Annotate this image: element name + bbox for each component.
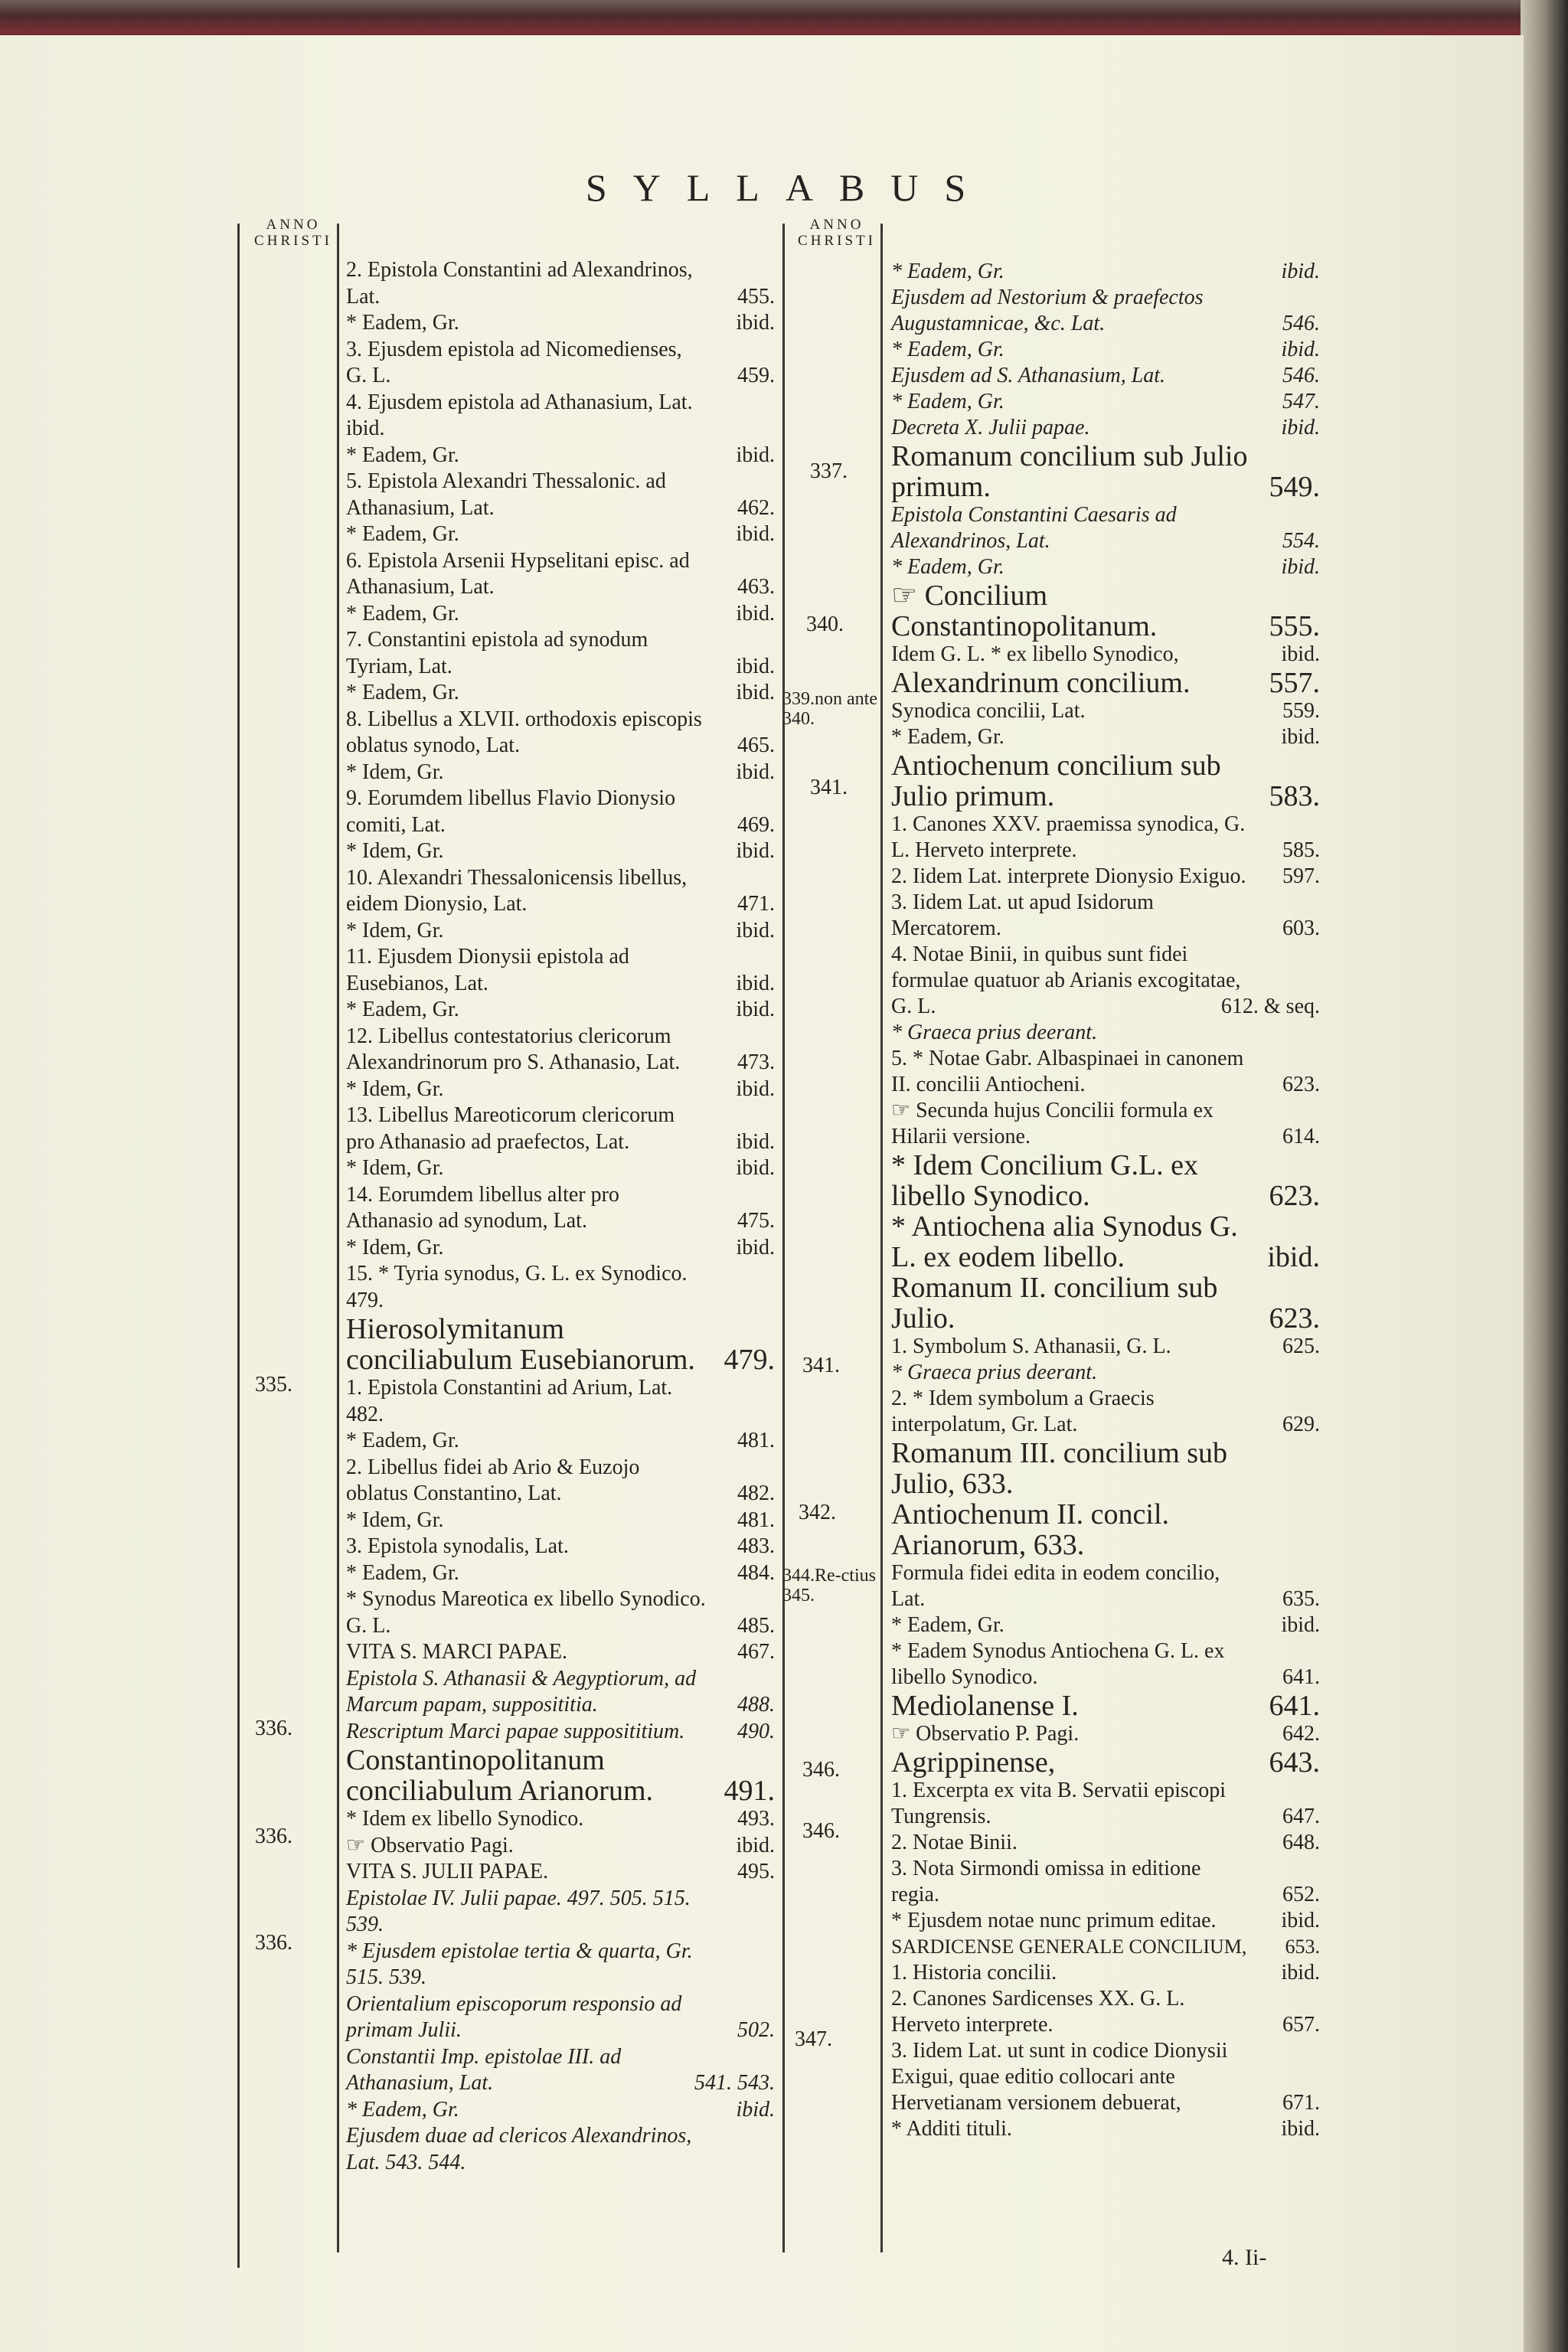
entry-title: 5. Epistola Alexandri Thessalonic. ad Athanasium, Lat. <box>346 469 666 520</box>
syllabus-entry <box>891 1856 1320 1908</box>
syllabus-entry <box>891 1934 1320 1960</box>
entry-title: * Eadem, Gr. <box>346 998 459 1021</box>
entry-page-ref: ibid. <box>736 601 775 626</box>
syllabus-entry <box>346 548 775 601</box>
page-title: SYLLABUS <box>585 166 992 209</box>
syllabus-entry <box>346 1076 775 1103</box>
syllabus-entry <box>891 580 1320 642</box>
left-column <box>346 257 775 2176</box>
syllabus-entry <box>891 415 1320 441</box>
syllabus-entry <box>346 310 775 337</box>
entry-page-ref: ibid. <box>1281 416 1320 439</box>
entry-title: Epistolae IV. Julii papae. 497. 505. 515. 539. <box>346 1886 691 1936</box>
syllabus-entry <box>346 944 775 997</box>
syllabus-entry <box>346 838 775 865</box>
entry-title: * Idem, Gr. <box>346 1076 444 1101</box>
entry-title: * Eadem, Gr. <box>346 601 459 626</box>
syllabus-entry <box>346 1639 775 1666</box>
year-337: 337. <box>810 459 848 483</box>
entry-title: * Eadem, Gr. <box>346 522 459 546</box>
entry-title: * Idem Concilium G.L. ex libello Synodico. <box>891 1149 1199 1212</box>
entry-title: 2. Epistola Constantini ad Alexandrinos, Lat. <box>346 258 693 309</box>
syllabus-entry <box>346 627 775 680</box>
entry-page-ref: ibid. <box>1281 555 1320 579</box>
entry-title: ☞ Concilium Constantinopolitanum. <box>891 580 1158 642</box>
entry-title: Ejusdem ad Nestorium & praefectos Augustamnicae, &c. Lat. <box>891 286 1204 335</box>
entry-title: 5. * Notae Gabr. Albaspinaei in canonem II. concilii Antiocheni. <box>891 1047 1244 1096</box>
entry-title: VITA S. JULII PAPAE. <box>346 1860 549 1883</box>
syllabus-entry <box>346 1314 775 1375</box>
entry-title: Ejusdem duae ad clericos Alexandrinos, Lat. 543. 544. <box>346 2124 692 2174</box>
syllabus-entry <box>346 918 775 945</box>
entry-page-ref: 614. <box>1282 1125 1320 1148</box>
entry-title: * Eadem, Gr. <box>891 338 1004 361</box>
syllabus-entry <box>891 259 1320 285</box>
entry-title: ☞ Observatio P. Pagi. <box>891 1722 1080 1746</box>
entry-page-ref: 635. <box>1282 1587 1320 1611</box>
syllabus-entry <box>346 1235 775 1262</box>
syllabus-entry <box>891 1211 1320 1272</box>
entry-page-ref: ibid. <box>736 1129 775 1154</box>
syllabus-entry <box>346 1859 775 1886</box>
entry-title: * Antiochena alia Synodus G. L. ex eodem libello. <box>891 1210 1238 1273</box>
syllabus-entry <box>891 1438 1320 1499</box>
syllabus-entry <box>346 786 775 838</box>
syllabus-entry <box>346 1806 775 1833</box>
entry-page-ref: ibid. <box>736 1833 775 1857</box>
entry-page-ref: 469. <box>737 812 775 837</box>
syllabus-entry <box>346 1666 775 1719</box>
year-344-rectius-345: 344.Re-ctius 345. <box>782 1566 876 1606</box>
entry-title: Antiochenum II. concil. Arianorum, 633. <box>891 1498 1170 1561</box>
entry-title: 2. Canones Sardicenses XX. G. L. Herveto interprete. <box>891 1987 1185 2037</box>
entry-title: * Eadem, Gr. <box>346 681 459 704</box>
entry-title: 2. Iidem Lat. interprete Dionysio Exiguo. <box>891 864 1246 888</box>
entry-title: 15. * Tyria synodus, G. L. ex Synodico. 479. <box>346 1262 688 1312</box>
entry-title: Idem G. L. * ex libello Synodico, <box>891 642 1179 666</box>
entry-page-ref: 479. <box>724 1344 775 1376</box>
entry-title: 7. Constantini epistola ad synodum Tyriam, Lat. <box>346 628 648 678</box>
year-340: 340. <box>806 612 844 636</box>
entry-page-ref: ibid. <box>736 2097 775 2122</box>
syllabus-entry <box>891 441 1320 502</box>
entry-page-ref: 623. <box>1282 1073 1320 1096</box>
syllabus-entry <box>346 760 775 786</box>
entry-page-ref: 641. <box>1282 1665 1320 1689</box>
entry-page-ref: ibid. <box>1267 1241 1320 1273</box>
syllabus-entry <box>891 1721 1320 1747</box>
entry-page-ref: ibid. <box>736 654 775 678</box>
year-336-b: 336. <box>255 1824 292 1848</box>
entry-page-ref: 559. <box>1282 699 1320 723</box>
anno-word: ANNO <box>809 217 864 233</box>
syllabus-entry <box>346 1455 775 1508</box>
entry-title: 3. Iidem Lat. ut apud Isidorum Mercatorem. <box>891 890 1154 940</box>
entry-page-ref: 629. <box>1282 1413 1320 1436</box>
entry-title: 11. Ejusdem Dionysii epistola ad Eusebianos, Lat. <box>346 945 629 995</box>
entry-page-ref: 641. <box>1269 1690 1320 1722</box>
entry-title: * Idem, Gr. <box>346 1508 444 1532</box>
entry-page-ref: 625. <box>1282 1334 1320 1358</box>
entry-title: Constantii Imp. epistolae III. ad Athanasium, Lat. <box>346 2044 622 2095</box>
syllabus-entry <box>346 521 775 548</box>
year-342: 342. <box>799 1501 836 1524</box>
syllabus-entry <box>346 257 775 310</box>
syllabus-entry <box>346 997 775 1024</box>
entry-title: * Eadem, Gr. <box>891 260 1004 283</box>
entry-page-ref: 549. <box>1269 471 1320 503</box>
entry-page-ref: ibid. <box>736 918 775 942</box>
syllabus-entry <box>346 1102 775 1155</box>
entry-title: * Eadem, Gr. <box>891 390 1004 413</box>
syllabus-entry <box>891 2116 1320 2142</box>
entry-title: Orientalium episcoporum responsio ad primam Julii. <box>346 1991 682 2042</box>
syllabus-entry <box>891 1499 1320 1560</box>
entry-page-ref: 647. <box>1282 1805 1320 1828</box>
syllabus-entry <box>346 1586 775 1639</box>
entry-title: 8. Libellus a XLVII. orthodoxis episcopis oblatus synodo, Lat. <box>346 707 702 757</box>
entry-title: * Eadem, Gr. <box>346 1429 459 1452</box>
syllabus-entry <box>346 1182 775 1235</box>
entry-title: 3. Ejusdem epistola ad Nicomedienses, G. L. <box>346 337 682 387</box>
entry-page-ref: 481. <box>737 1508 775 1532</box>
syllabus-entry <box>346 1534 775 1560</box>
syllabus-entry <box>346 1833 775 1860</box>
entry-title: * Idem, Gr. <box>346 760 444 784</box>
syllabus-entry <box>891 502 1320 554</box>
entry-title: Rescriptum Marci papae supposititium. <box>346 1719 685 1743</box>
entry-page-ref: 475. <box>737 1209 775 1233</box>
syllabus-entry <box>891 942 1320 1020</box>
entry-page-ref: 547. <box>1282 390 1320 413</box>
entry-page-ref: ibid. <box>736 760 775 784</box>
syllabus-entry <box>891 389 1320 415</box>
entry-page-ref: ibid. <box>736 311 775 335</box>
entry-title: Ejusdem ad S. Athanasium, Lat. <box>891 364 1166 387</box>
entry-title: * Eadem, Gr. <box>346 443 459 467</box>
entry-title: ☞ Observatio Pagi. <box>346 1833 514 1857</box>
entry-page-ref: 462. <box>737 495 775 520</box>
syllabus-entry <box>891 337 1320 363</box>
entry-title: * Ejusdem notae nunc primum editae. <box>891 1909 1217 1932</box>
entry-title: Agrippinense, <box>891 1746 1056 1779</box>
entry-title: 9. Eorumdem libellus Flavio Dionysio comiti, Lat. <box>346 786 676 837</box>
year-346-b: 346. <box>802 1819 840 1843</box>
entry-page-ref: 555. <box>1269 610 1320 642</box>
entry-title: * Eadem, Gr. <box>891 555 1004 579</box>
syllabus-entry <box>346 2123 775 2176</box>
entry-page-ref: ibid. <box>1281 1961 1320 1984</box>
entry-page-ref: 623. <box>1269 1302 1320 1334</box>
syllabus-entry <box>346 337 775 390</box>
entry-page-ref: 643. <box>1269 1746 1320 1779</box>
entry-title: Romanum concilium sub Julio primum. <box>891 440 1248 503</box>
entry-page-ref: 467. <box>737 1640 775 1664</box>
left-margin-rule <box>237 224 240 2268</box>
entry-title: Epistola S. Athanasii & Aegyptiorum, ad Marcum papam, supposititia. <box>346 1666 697 1717</box>
entry-page-ref: ibid. <box>736 1076 775 1101</box>
syllabus-entry <box>346 865 775 918</box>
syllabus-entry <box>891 1360 1320 1386</box>
syllabus-entry <box>346 1991 775 2044</box>
entry-title: 1. Canones XXV. praemissa synodica, G. L. Herveto interprete. <box>891 812 1246 862</box>
entry-page-ref: 502. <box>737 2018 775 2042</box>
entry-page-ref: ibid. <box>1281 2117 1320 2141</box>
entry-page-ref: 554. <box>1282 529 1320 553</box>
syllabus-entry <box>346 1155 775 1182</box>
entry-title: * Ejusdem epistolae tertia & quarta, Gr. 515. 539. <box>346 1939 693 1989</box>
entry-title: 2. Notae Binii. <box>891 1831 1018 1854</box>
year-347: 347. <box>795 2027 832 2051</box>
entry-page-ref: 653. <box>1285 1936 1320 1958</box>
syllabus-entry <box>346 390 775 443</box>
syllabus-entry <box>891 1830 1320 1856</box>
entry-page-ref: 495. <box>737 1860 775 1883</box>
entry-page-ref: 652. <box>1282 1883 1320 1906</box>
book-cover-top <box>0 0 1568 40</box>
syllabus-entry <box>891 1334 1320 1360</box>
anno-label-left <box>243 217 343 249</box>
book-cover-edge <box>1521 0 1568 2352</box>
entry-page-ref: 623. <box>1269 1180 1320 1212</box>
syllabus-entry <box>891 1150 1320 1211</box>
syllabus-entry <box>346 1745 775 1806</box>
entry-title: Antiochenum concilium sub Julio primum. <box>891 750 1221 812</box>
syllabus-entry <box>891 285 1320 337</box>
syllabus-entry <box>891 1638 1320 1690</box>
syllabus-entry <box>891 1098 1320 1150</box>
entry-page-ref: ibid. <box>736 522 775 546</box>
entry-title: Hierosolymitanum conciliabulum Eusebianorum. <box>346 1313 695 1376</box>
entry-page-ref: 455. <box>737 284 775 309</box>
entry-title: Decreta X. Julii papae. <box>891 416 1090 439</box>
entry-title: Romanum II. concilium sub Julio. <box>891 1272 1218 1334</box>
entry-title: 4. Notae Binii, in quibus sunt fidei formulae quatuor ab Arianis excogitatae, G. L. <box>891 942 1241 1018</box>
entry-page-ref: 657. <box>1282 2013 1320 2037</box>
year-336-c: 336. <box>255 1931 292 1955</box>
syllabus-entry <box>891 1778 1320 1830</box>
entry-page-ref: ibid. <box>736 839 775 863</box>
entry-page-ref: 459. <box>737 364 775 387</box>
entry-page-ref: 473. <box>737 1050 775 1074</box>
entry-page-ref: 597. <box>1282 864 1320 888</box>
entry-page-ref: ibid. <box>736 681 775 704</box>
center-rule-b <box>880 224 883 2252</box>
entry-title: 12. Libellus contestatorius clericorum Alexandrinorum pro S. Athanasio, Lat. <box>346 1024 681 1074</box>
syllabus-entry <box>891 1690 1320 1721</box>
entry-page-ref: 463. <box>737 575 775 599</box>
entry-page-ref: ibid. <box>1281 642 1320 666</box>
year-341-b: 341. <box>802 1354 840 1377</box>
entry-title: 3. Iidem Lat. ut sunt in codice Dionysii Exigui, quae editio collocari ante Hervetianam versionem debuerat, <box>891 2039 1228 2115</box>
syllabus-entry <box>891 2038 1320 2116</box>
entry-title: * Idem ex libello Synodico. <box>346 1807 584 1831</box>
entry-page-ref: 546. <box>1282 312 1320 335</box>
entry-title: * Synodus Mareotica ex libello Synodico. G. L. <box>346 1587 706 1638</box>
entry-title: 4. Ejusdem epistola ad Athanasium, Lat. ibid. <box>346 390 693 440</box>
entry-title: 13. Libellus Mareoticorum clericorum pro Athanasio ad praefectos, Lat. <box>346 1103 675 1154</box>
syllabus-entry <box>346 1508 775 1534</box>
anno-label-right <box>787 217 887 249</box>
left-column-rule <box>337 224 339 2252</box>
entry-title: 1. Excerpta ex vita B. Servatii episcopi Tungrensis. <box>891 1779 1226 1828</box>
syllabus-entry <box>346 1428 775 1455</box>
entry-title: Constantinopolitanum conciliabulum Arianorum. <box>346 1744 654 1807</box>
entry-page-ref: ibid. <box>736 443 775 467</box>
syllabus-entry <box>891 1272 1320 1334</box>
syllabus-entry <box>346 2097 775 2124</box>
syllabus-entry <box>346 1024 775 1076</box>
syllabus-entry <box>346 1939 775 1991</box>
entry-page-ref: ibid. <box>1281 260 1320 283</box>
entry-page-ref: 485. <box>737 1613 775 1638</box>
entry-page-ref: 583. <box>1269 780 1320 812</box>
syllabus-entry <box>891 1960 1320 1986</box>
entry-title: 2. * Idem symbolum a Graecis interpolatum, Gr. Lat. <box>891 1387 1155 1436</box>
year-341-a: 341. <box>810 776 848 799</box>
syllabus-entry <box>346 1560 775 1587</box>
entry-page-ref: 585. <box>1282 838 1320 862</box>
entry-title: SARDICENSE GENERALE CONCILIUM, <box>891 1936 1247 1958</box>
syllabus-entry <box>891 698 1320 724</box>
entry-page-ref: ibid. <box>736 971 775 995</box>
syllabus-entry <box>346 2044 775 2097</box>
entry-title: * Idem, Gr. <box>346 1156 444 1180</box>
entry-title: * Idem, Gr. <box>346 1235 444 1259</box>
entry-title: * Eadem, Gr. <box>891 725 1004 749</box>
entry-title: 1. Historia concilii. <box>891 1961 1057 1984</box>
syllabus-entry <box>891 750 1320 812</box>
syllabus-entry <box>891 890 1320 942</box>
right-column <box>891 259 1320 2142</box>
entry-page-ref: ibid. <box>736 1235 775 1259</box>
syllabus-entry <box>346 443 775 469</box>
entry-page-ref: ibid. <box>736 998 775 1021</box>
entry-title: Formula fidei edita in eodem concilio, Lat. <box>891 1561 1220 1611</box>
syllabus-entry <box>891 363 1320 389</box>
syllabus-entry <box>346 601 775 628</box>
syllabus-entry <box>891 1908 1320 1934</box>
entry-page-ref: 491. <box>724 1775 775 1807</box>
syllabus-entry <box>891 1986 1320 2038</box>
entry-page-ref: 484. <box>737 1560 775 1585</box>
christi-word: CHRISTI <box>798 233 876 249</box>
syllabus-entry <box>346 1375 775 1428</box>
entry-title: 1. Epistola Constantini ad Arium, Lat. 482. <box>346 1376 673 1426</box>
entry-title: ☞ Secunda hujus Concilii formula ex Hilarii versione. <box>891 1099 1214 1148</box>
entry-title: * Eadem, Gr. <box>346 1560 459 1585</box>
syllabus-entry <box>891 668 1320 698</box>
syllabus-entry <box>891 1046 1320 1098</box>
entry-page-ref: 603. <box>1282 916 1320 940</box>
entry-title: * Eadem Synodus Antiochena G. L. ex libello Synodico. <box>891 1639 1225 1689</box>
entry-page-ref: 642. <box>1282 1722 1320 1746</box>
syllabus-entry <box>346 469 775 521</box>
syllabus-entry <box>346 1719 775 1746</box>
syllabus-entry <box>891 642 1320 668</box>
entry-title: 3. Epistola synodalis, Lat. <box>346 1534 569 1558</box>
center-rule-a <box>782 224 785 2252</box>
entry-page-ref: ibid. <box>1281 338 1320 361</box>
syllabus-entry <box>346 680 775 707</box>
entry-title: 10. Alexandri Thessalonicensis libellus, eidem Dionysio, Lat. <box>346 865 688 916</box>
entry-page-ref: 482. <box>737 1481 775 1505</box>
entry-page-ref: ibid. <box>1281 1613 1320 1637</box>
syllabus-entry <box>891 1612 1320 1638</box>
anno-word: ANNO <box>266 217 321 233</box>
entry-page-ref: ibid. <box>1281 1909 1320 1932</box>
syllabus-entry <box>891 1020 1320 1046</box>
syllabus-entry <box>891 724 1320 750</box>
entry-page-ref: 488. <box>737 1693 775 1717</box>
syllabus-entry <box>891 1386 1320 1438</box>
entry-title: * Eadem, Gr. <box>891 1613 1004 1637</box>
entry-page-ref: 493. <box>737 1807 775 1831</box>
christi-word: CHRISTI <box>254 233 332 249</box>
year-335: 335. <box>255 1373 292 1396</box>
entry-title: Epistola Constantini Caesaris ad Alexandrinos, Lat. <box>891 503 1177 553</box>
syllabus-entry <box>891 554 1320 580</box>
year-336-a: 336. <box>255 1717 292 1740</box>
entry-title: Mediolanense I. <box>891 1690 1079 1722</box>
year-346-a: 346. <box>802 1758 840 1782</box>
entry-page-ref: 612. & seq. <box>1220 995 1320 1018</box>
entry-title: 6. Epistola Arsenii Hypselitani episc. ad Athanasium, Lat. <box>346 548 690 599</box>
syllabus-entry <box>346 707 775 760</box>
entry-page-ref: 490. <box>737 1719 775 1743</box>
entry-page-ref: 465. <box>737 733 775 757</box>
syllabus-entry <box>891 1747 1320 1778</box>
syllabus-entry <box>891 864 1320 890</box>
entry-title: * Graeca prius deerant. <box>891 1021 1098 1044</box>
entry-title: Romanum III. concilium sub Julio, 633. <box>891 1437 1228 1500</box>
entry-page-ref: 481. <box>737 1429 775 1452</box>
entry-title: * Additi tituli. <box>891 2117 1012 2141</box>
entry-title: 14. Eorumdem libellus alter pro Athanasio ad synodum, Lat. <box>346 1182 619 1233</box>
entry-title: * Graeca prius deerant. <box>891 1361 1098 1384</box>
entry-page-ref: 557. <box>1269 667 1320 699</box>
syllabus-entry <box>346 1261 775 1314</box>
syllabus-entry <box>891 1560 1320 1612</box>
entry-title: Alexandrinum concilium. <box>891 667 1191 699</box>
entry-title: VITA S. MARCI PAPAE. <box>346 1640 567 1664</box>
entry-title: * Eadem, Gr. <box>346 2097 459 2122</box>
entry-page-ref: 546. <box>1282 364 1320 387</box>
entry-page-ref: 671. <box>1282 2091 1320 2115</box>
entry-title: * Idem, Gr. <box>346 839 444 863</box>
entry-title: Synodica concilii, Lat. <box>891 699 1086 723</box>
entry-page-ref: 541. 543. <box>694 2071 775 2095</box>
entry-title: 1. Symbolum S. Athanasii, G. L. <box>891 1334 1171 1358</box>
syllabus-entry <box>891 812 1320 864</box>
year-339-non-ante-340: 339.non ante 340. <box>782 689 877 729</box>
entry-page-ref: ibid. <box>736 1156 775 1180</box>
entry-title: * Eadem, Gr. <box>346 311 459 335</box>
entry-page-ref: ibid. <box>1281 725 1320 749</box>
entry-page-ref: 648. <box>1282 1831 1320 1854</box>
entry-title: * Idem, Gr. <box>346 918 444 942</box>
catchword: 4. Ii- <box>1222 2245 1267 2270</box>
entry-title: 2. Libellus fidei ab Ario & Euzojo oblatus Constantino, Lat. <box>346 1455 640 1505</box>
syllabus-entry <box>346 1886 775 1939</box>
entry-page-ref: 471. <box>737 892 775 916</box>
entry-title: 3. Nota Sirmondi omissa in editione regia. <box>891 1857 1201 1906</box>
entry-page-ref: 483. <box>737 1534 775 1558</box>
